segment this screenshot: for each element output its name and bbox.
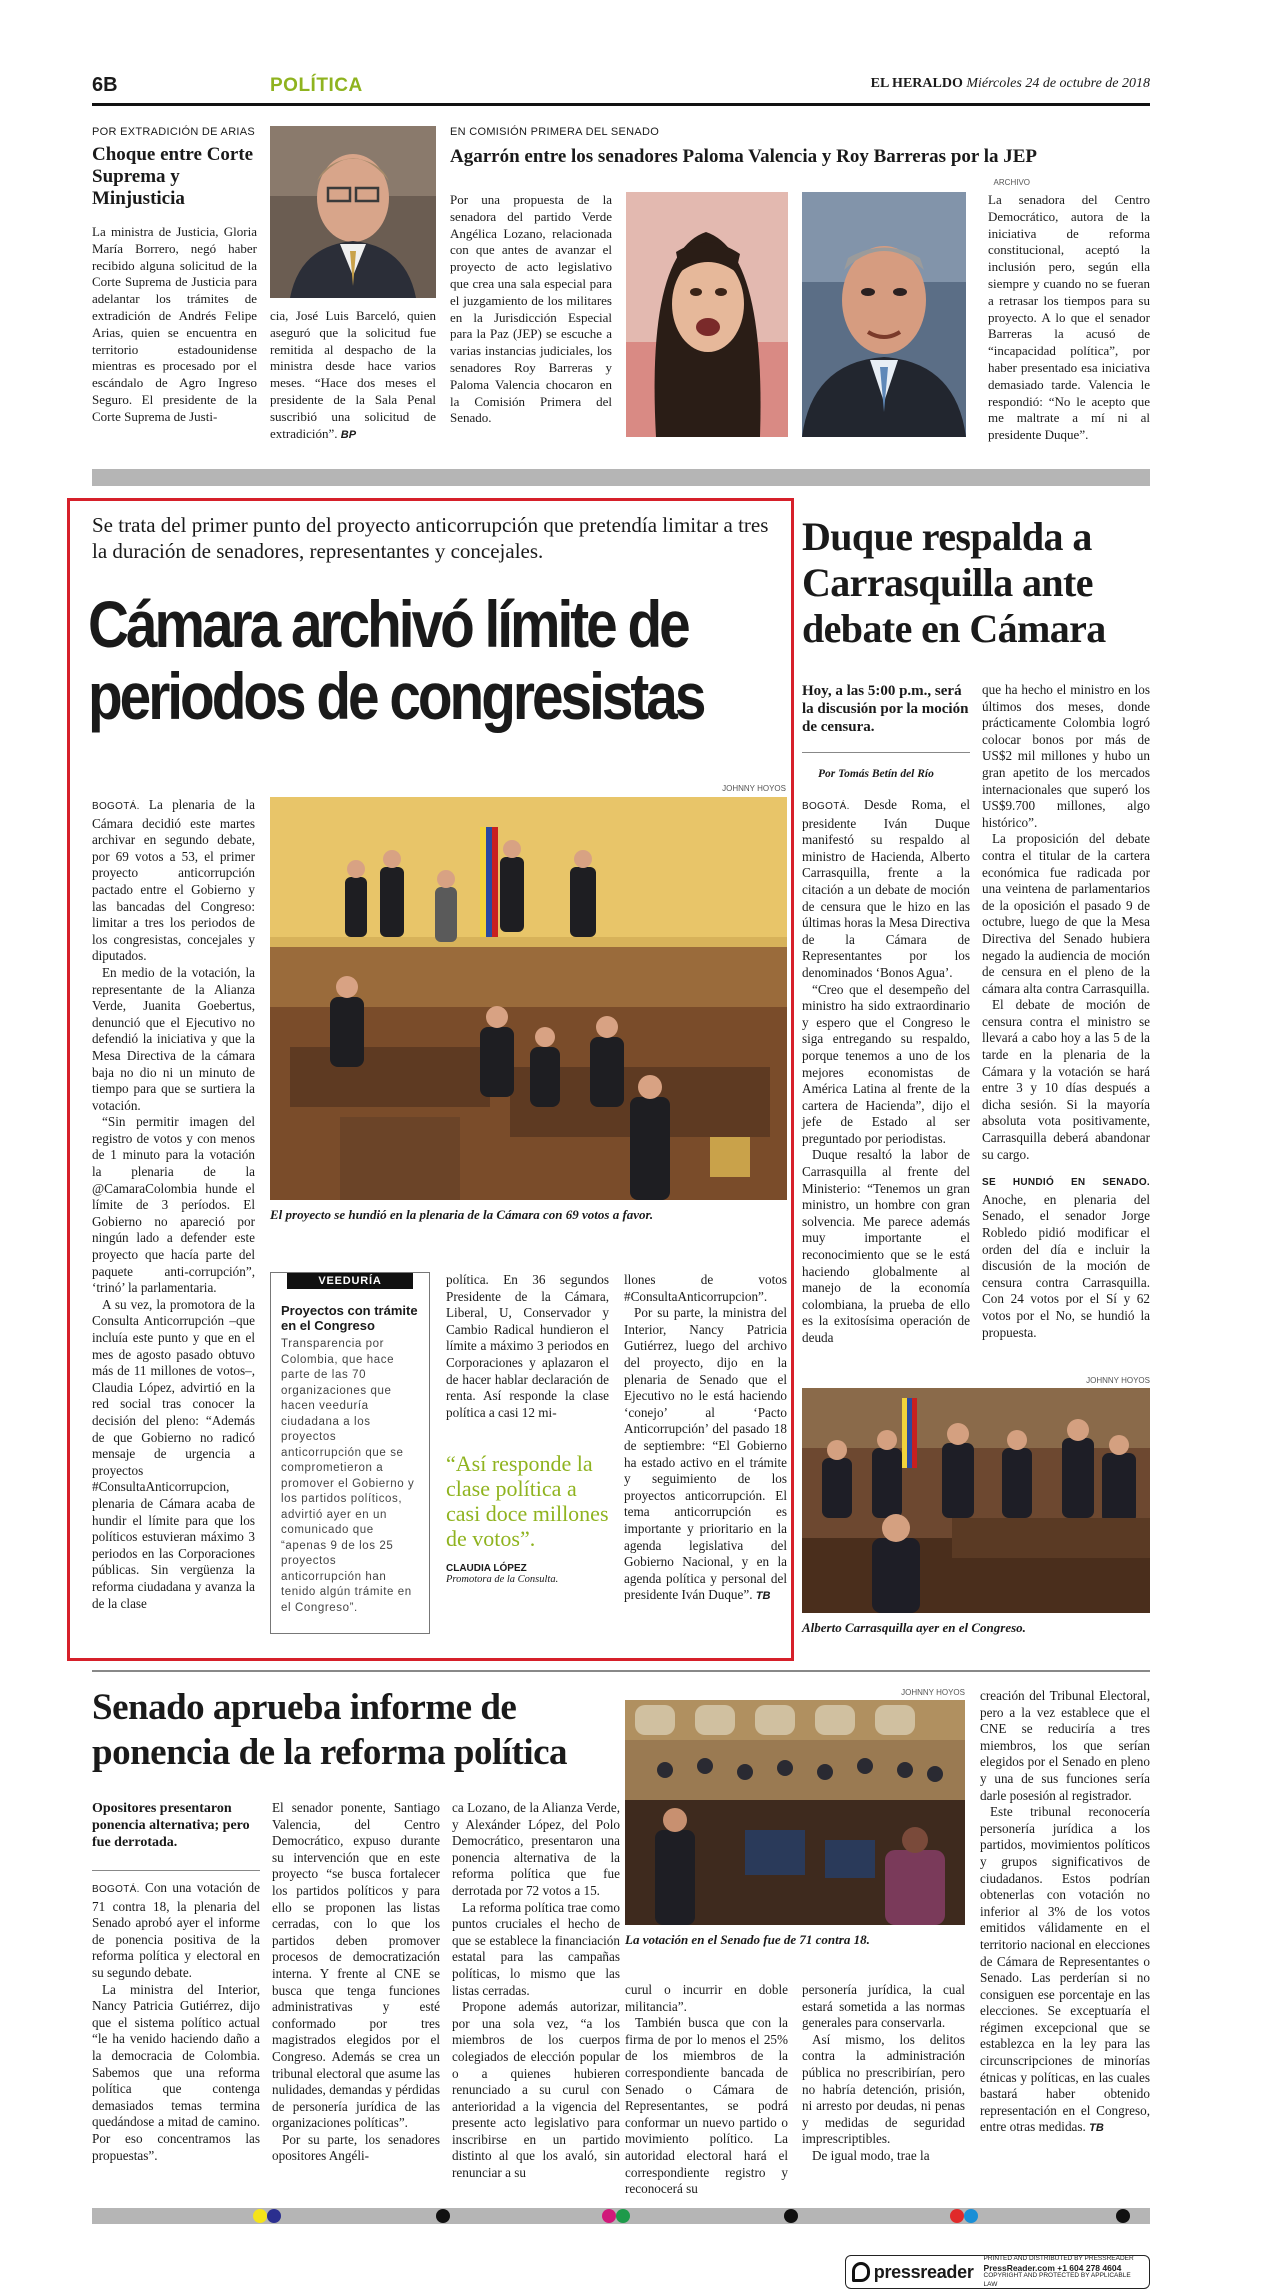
bottom-photo-credit: JOHNNY HOYOS: [901, 1688, 965, 1697]
bottom-col5: [802, 1982, 965, 2165]
photo-credit: ARCHIVO: [993, 178, 1030, 187]
side-subhead: Hoy, a las 5:00 p.m., será la discusión por la moción de censura.: [802, 683, 969, 735]
main-col1-p1: La plenaria de la Cámara decidió este martes archivar en segundo debate, por 69 votos a 53, el primer proyecto anticorrupción pactado entre el Gobierno y las bancadas del Congreso: limitar a tres los periodos de los congresistas, concejales y diputados.: [92, 797, 255, 964]
photo-senate-vote: [625, 1700, 965, 1925]
section-title: POLÍTICA: [270, 75, 363, 96]
pressreader-legal: [984, 2255, 1143, 2289]
header-rule: [92, 103, 1150, 106]
bottom-signature: TB: [1089, 2122, 1104, 2135]
side-col1: [802, 797, 970, 1347]
pressreader-footer[interactable]: [845, 2255, 1150, 2289]
brief-body-col2-text: cia, José Luis Barceló, quien aseguró que la solicitud fue remitida al despacho de la ministra desde hace varios meses. “Hace dos meses el presidente de la Sala Penal suscribió una solicitud de extradición”.: [270, 308, 436, 441]
main-col4-p2-text: Por su parte, la ministra del Interior, Nancy Patricia Gutiérrez, luego del archivo del proyecto, dijo en la plenaria de Senado que el Ejecutivo no le está haciendo ‘conejo’ al ‘Pacto Anticorrupción’ del pasado 18 de septiembre: “El Gobierno ha estado activo en el trámite y seguimiento de los proyectos anticorrupción. El tema anticorrupción es importante y prioritario en la agenda legislativa del Gobierno Nacional, y en la agenda política y personal del presidente Iván Duque”.: [624, 1305, 787, 1603]
bottom-col3: [452, 1800, 620, 2182]
main-photo-credit: JOHNNY HOYOS: [722, 784, 786, 793]
brief2-body-col1: Por una propuesta de la senadora del partido Verde Angélica Lozano, relacionada con que antes de avanzar el proyecto de acto legislativo que crea una sala especial para el juzgamiento de los militares en la Jurisdicción Especial para la Paz (JEP) se escuche a varias instancias judiciales, los senadores Roy Barreras y Paloma Valencia chocaron en la Comisión Primera del Senado.: [450, 192, 612, 426]
main-deck: Se trata del primer punto del proyecto anticorrupción que pretendía limitar a tres la duración de senadores, representantes y concejales.: [92, 513, 769, 563]
side-col2-p4: Anoche, en plenaria del Senado, el senador Jorge Robledo pidió modificar el orden del día e incluir la discusión de la moción de censura contra Carrasquilla. Con 24 votos por el Sí y 62 votos por el No, se hundió la propuesta.: [982, 1191, 1150, 1340]
main-col3: [446, 1272, 609, 1585]
main-col1: [92, 797, 255, 1612]
bottom-col1-p1: Con una votación de 71 contra 18, la plenaria del Senado aprobó ayer el informe de ponencia positiva de la reforma política y electoral en su segundo debate.: [92, 1880, 260, 1980]
pull-quote-role: Promotora de la Consulta.: [446, 1574, 559, 1586]
brief-jep-clash: [450, 126, 1150, 444]
veeduria-label: VEEDURÍA: [287, 1273, 413, 1289]
main-col4: [624, 1272, 787, 1605]
side-col2-p1: que ha hecho el ministro en los últimos dos meses, donde prácticamente Colombia logró colocar bonos por más de US$2 mil millones y hubo un gran apetito de los mercados internacionales que superó los US$9.700 millones, algo histórico”.: [982, 682, 1150, 830]
bottom-col5-p1: personería jurídica, la cual estará sometida a las normas generales para conservarla.: [802, 1982, 965, 2031]
side-col1-p1: Desde Roma, el presidente Iván Duque manifestó su respaldo al ministro de Hacienda, Alberto Carrasquilla, frente a la citación a un debate de moción de censura que le hizo en las últimas horas la Mesa Directiva de la Cámara de Representantes por los denominados ‘Bonos Agua’.: [802, 797, 970, 980]
bottom-col6: [980, 1688, 1150, 2137]
issue-date: Miércoles 24 de octubre de 2018: [966, 76, 1150, 91]
main-col1-p2: En medio de la votación, la representante de la Alianza Verde, Juanita Goebertus, denunció que el Ejecutivo no defendió la iniciativa y que la Mesa Directiva de la cámara baja no dio ni un minuto de tiempo para que se surtiera la votación.: [92, 964, 255, 1113]
brief-body-col2: [270, 308, 436, 443]
veeduria-body: Transparencia por Colombia, que hace parte de las 70 organizaciones que hacen veeduría ciudadana a los proyectos anticorrupción que se comprometieron a promover el Gobierno y los partidos políticos, advirtió ayer en un comunicado que “apenas 9 de los 25 proyectos anticorrupción han tenido algún trámite en el Congreso”.: [281, 1338, 415, 1614]
reg-dot-black-2: [784, 2209, 798, 2223]
bottom-col6-p2: [980, 1804, 1150, 2137]
pressreader-logo-text: pressreader: [873, 2261, 974, 2282]
bottom-col3-p2: La reforma política trae como puntos cruciales el hecho de que se establece la financiación estatal para las campañas políticas, lo mismo que las listas cerradas.: [452, 1899, 620, 1998]
bottom-col1-p2: La ministra del Interior, Nancy Patricia Gutiérrez, dijo que el sistema político actual “le ha venido haciendo daño a la democracia de Colombia. Sabemos que una reforma política que contenga demasiados temas termina quedándose a mitad de camino. Por eso concentramos las propuestas”.: [92, 1981, 260, 2163]
pressreader-line3: COPYRIGHT AND PROTECTED BY APPLICABLE LAW: [983, 2272, 1131, 2288]
bottom-col2-p2: Por su parte, los senadores opositores Angéli-: [272, 2131, 440, 2164]
bottom-col5-p3: De igual modo, trae la: [812, 2147, 930, 2163]
brief2-kicker: EN COMISIÓN PRIMERA DEL SENADO: [450, 126, 660, 138]
reg-dot-black-1: [436, 2209, 450, 2223]
photo-camara-plenary: [270, 797, 787, 1200]
pressreader-logo-icon: [852, 2262, 870, 2282]
main-col4-p2: [624, 1305, 787, 1605]
section-divider: [92, 469, 1150, 486]
bottom-col1: [92, 1880, 260, 2164]
masthead: [856, 76, 1150, 92]
reg-dot-red: [950, 2209, 964, 2223]
pull-quote: [446, 1451, 609, 1585]
bottom-col2: [272, 1800, 440, 2165]
bottom-subhead: Opositores presentaron ponencia alternativa; pero fue derrotada.: [92, 1801, 250, 1850]
brief-extradition: [92, 126, 437, 444]
side-byline: Por Tomás Betín del Río: [818, 768, 934, 780]
brief-headline: Choque entre Corte Suprema y Minjusticia: [92, 144, 254, 209]
reg-dot-magenta: [602, 2209, 616, 2223]
brief-kicker: POR EXTRADICIÓN DE ARIAS: [92, 126, 256, 138]
side-subhead-rule: [802, 752, 970, 753]
bottom-section-rule: [92, 1670, 1150, 1672]
registration-dots: [92, 2209, 1150, 2223]
veeduria-box: [270, 1272, 430, 1634]
bottom-col3-p1: ca Lozano, de la Alianza Verde, y Alexánder López, del Polo Democrático, presentaron una ponencia alternativa de la reforma política que fue derrotada por 72 votos a 15.: [452, 1800, 620, 1898]
side-col2-p2: La proposición del debate contra el titular de la cartera económica fue radicada por una veintena de parlamentarios de la oposición el pasado 9 de octubre, luego de que la Mesa Directiva del Senado hubiera negado la audiencia de moción de censura en el pleno de la cámara alta contra Carrasquilla.: [982, 831, 1150, 996]
bottom-photo-caption: La votación en el Senado fue de 71 contra 18.: [625, 1932, 870, 1947]
bottom-col6-p1: creación del Tribunal Electoral, pero a la vez establece que el CNE se reduciría a tres miembros, los que serían elegidos por el Senado en pleno y una de sus funciones sería darle posesión al registrador.: [980, 1688, 1150, 1803]
newspaper-name: EL HERALDO: [870, 76, 963, 91]
bottom-col4-p2: También busca que con la firma de por lo menos el 25% de los miembros de la correspondiente bancada de Senado o Cámara de Representantes, se podrá conformar un nuevo partido o movimiento político. La autoridad electoral hará el correspondiente registro y reconocerá su: [625, 2015, 788, 2197]
page-number: 6B: [92, 74, 118, 96]
main-signature: TB: [755, 1590, 771, 1603]
photo-jose-luis-barcelo: [270, 126, 436, 298]
bottom-subhead-rule: [92, 1870, 260, 1871]
main-col1-p3: “Sin permitir imagen del registro de votos y con menos de 1 minuto para la votación la plenaria de la @CamaraColombia hunde el límite de 3 períodos. El Gobierno no apareció por ningún lado a defender este proyecto que hacía parte del paquete anti-corrupción”, ‘trinó’ la parlamentaria.: [92, 1114, 255, 1296]
main-col4-p1: llones de votos #ConsultaAnticorrupcion”.: [624, 1272, 787, 1304]
pressreader-line2: PressReader.com +1 604 278 4604: [983, 2262, 1122, 2273]
side-col2-lead: SE HUNDIÓ EN SENADO.: [982, 1177, 1150, 1189]
brief-signature: BP: [340, 428, 357, 441]
side-col1-p3: Duque resaltó la labor de Carrasquilla al frente del Ministerio: “Tenemos un gran ministro, un hombre con gran solvencia. Me parece además muy importante el reconocimiento que se le está haciendo globalmente al manejo de la economía colombiana, la prueba de ello es la exitosísima operación de deuda: [802, 1147, 970, 1345]
bottom-col5-p2: Así mismo, los delitos contra la administración pública no prescribirían, pero no habría detención, prisión, ni arresto por deudas, ni penas y medidas de seguridad imprescriptibles.: [802, 2031, 965, 2147]
main-headline: Cámara archivó límite de periodos de congresistas: [88, 587, 704, 733]
photo-carrasquilla: [802, 1388, 1150, 1613]
veeduria-title: Proyectos con trámite en el Congreso: [281, 1303, 418, 1333]
pull-quote-author: CLAUDIA LÓPEZ: [446, 1563, 527, 1575]
photo-paloma-valencia: [626, 192, 788, 437]
main-col1-p4: A su vez, la promotora de la Consulta Anticorrupción –que incluía este punto y que en el mes de agosto pasado obtuvo más de 11 millones de votos–, Claudia López, advirtió en la red social tras conocer la decisión del pleno: “Además de que Gobierno no radicó mensaje de urgencia a proyectos #ConsultaAnticorrupcion, plenaria de Cámara acaba de hundir el límite para que los políticos estuvieran máximo 3 periodos en las Corporaciones públicas. Sin vergüenza la reforma ciudadana y avanza la de la clase: [92, 1296, 255, 1611]
bottom-col4-p1: curul o incurrir en doble militancia”.: [625, 1982, 788, 2014]
side-photo-credit: JOHNNY HOYOS: [1086, 1376, 1150, 1385]
pressreader-line1: PRINTED AND DISTRIBUTED BY PRESSREADER: [983, 2255, 1134, 2262]
bottom-col2-p1: El senador ponente, Santiago Valencia, del Centro Democrático, expuso durante su intervención que en este proyecto “se busca fortalecer los partidos políticos y para ello se proponen las listas cerradas, con lo que los partidos deben promover procesos de democratización interna. Y frente al CNE se busca que tenga funciones administrativas y esté conformado por tres magistrados elegidos por el Congreso. Además se crea un tribunal electoral que asume las nulidades, demandas y pérdidas de personería jurídica de las organizaciones políticas”.: [272, 1800, 440, 2131]
pull-quote-text: “Así responde la clase política a casi doce millones de votos”.: [446, 1451, 609, 1552]
bottom-col3-p3: Propone además autorizar, por una sola vez, “a los miembros de los cuerpos colegiados de elección popular o a quienes hubieren renunciado a su curul con anterioridad a la vigencia del presente acto legislativo para inscribirse en un partido distinto al que los avaló, sin renunciar a su: [452, 1999, 620, 2181]
side-city: BOGOTÁ.: [802, 801, 850, 812]
main-photo-caption: El proyecto se hundió en la plenaria de la Cámara con 69 votos a favor.: [270, 1207, 654, 1222]
bottom-col6-p2-text: Este tribunal reconocería personería jurídica a los partidos, movimientos políticos y grupos significativos de ciudadanos. Estos podrían obtenerlas con votación no inferior al 3% de los votos emitidos válidamente en el territorio nacional en elecciones de Cámara de Representantes o Senado. Las perderían si no consiguen ese porcentaje en las elecciones. Se exceptuaría el régimen excepcional que se establezca en la ley para las circunscripciones de minorías étnicas y políticas, en las cuales bastará haber obtenido representación en el Congreso, entre otras medidas.: [980, 1804, 1150, 2135]
reg-dot-blue: [267, 2209, 281, 2223]
reg-dot-yellow: [253, 2209, 267, 2223]
brief-body-col1: La ministra de Justicia, Gloria María Borrero, negó haber recibido alguna solicitud de la Corte Suprema de Justicia para adelantar los trámites de extradición de Andrés Felipe Arias, quien se encuentra en territorio estadounidense mientras es procesado por el escándalo de Agro Ingreso Seguro. El presidente de la Corte Suprema de Justi-: [92, 224, 257, 424]
side-col1-p2: “Creo que el desempeño del ministro ha sido extraordinario y espero que el Congreso le siga entregando su respaldo, porque tenemos a uno de los mejores economistas de América Latina al frente de la cartera de Hacienda”, dijo el jefe de Estado al ser preguntado por periodistas.: [802, 981, 970, 1146]
photo-roy-barreras: [802, 192, 966, 437]
bottom-headline: Senado aprueba informe de ponencia de la reforma política: [92, 1687, 568, 1773]
reg-dot-cyan: [964, 2209, 978, 2223]
side-col2-p3: El debate de moción de censura contra el ministro se llevará a cabo hoy a las 5 de la tarde en la plenaria de la Cámara y la votación se hará entre 3 y 10 días después a dicha sesión. Si la mayoría absoluta vota positivamente, Carrasquilla deberá abandonar su cargo.: [982, 997, 1150, 1162]
main-city: BOGOTÁ.: [92, 801, 140, 812]
reg-dot-green: [616, 2209, 630, 2223]
bottom-col4: [625, 1982, 788, 2198]
brief2-headline: Agarrón entre los senadores Paloma Valencia y Roy Barreras por la JEP: [450, 146, 1038, 167]
brief2-body-col2: La senadora del Centro Democrático, autora de la iniciativa de reforma constitucional, aceptó la inclusión pero, según ella siempre y cuando no se fueran a retrasar los tiempos para su proyecto. A lo que el senador Barreras la acusó de “incapacidad política”, por haber presentado esa iniciativa demasiado tarde. Valencia le respondió: “No le acepto que me maltrate a mí ni al presidente Duque”.: [988, 192, 1150, 443]
side-col2: [982, 682, 1150, 1341]
side-headline: Duque respalda a Carrasquilla ante debate en Cámara: [802, 514, 1106, 651]
reg-dot-black-3: [1116, 2209, 1130, 2223]
main-col3-p1: política. En 36 segundos Presidente de la Cámara, Liberal, U, Conservador y Cambio Radical hundieron el límite a máximo 3 periodos en Corporaciones y aplazaron el de hacer hablar declaración de renta. Así responde la clase política a casi 12 mi-: [446, 1272, 609, 1420]
bottom-city: BOGOTÁ.: [92, 1884, 140, 1895]
side-photo-caption: Alberto Carrasquilla ayer en el Congreso.: [802, 1620, 1026, 1635]
